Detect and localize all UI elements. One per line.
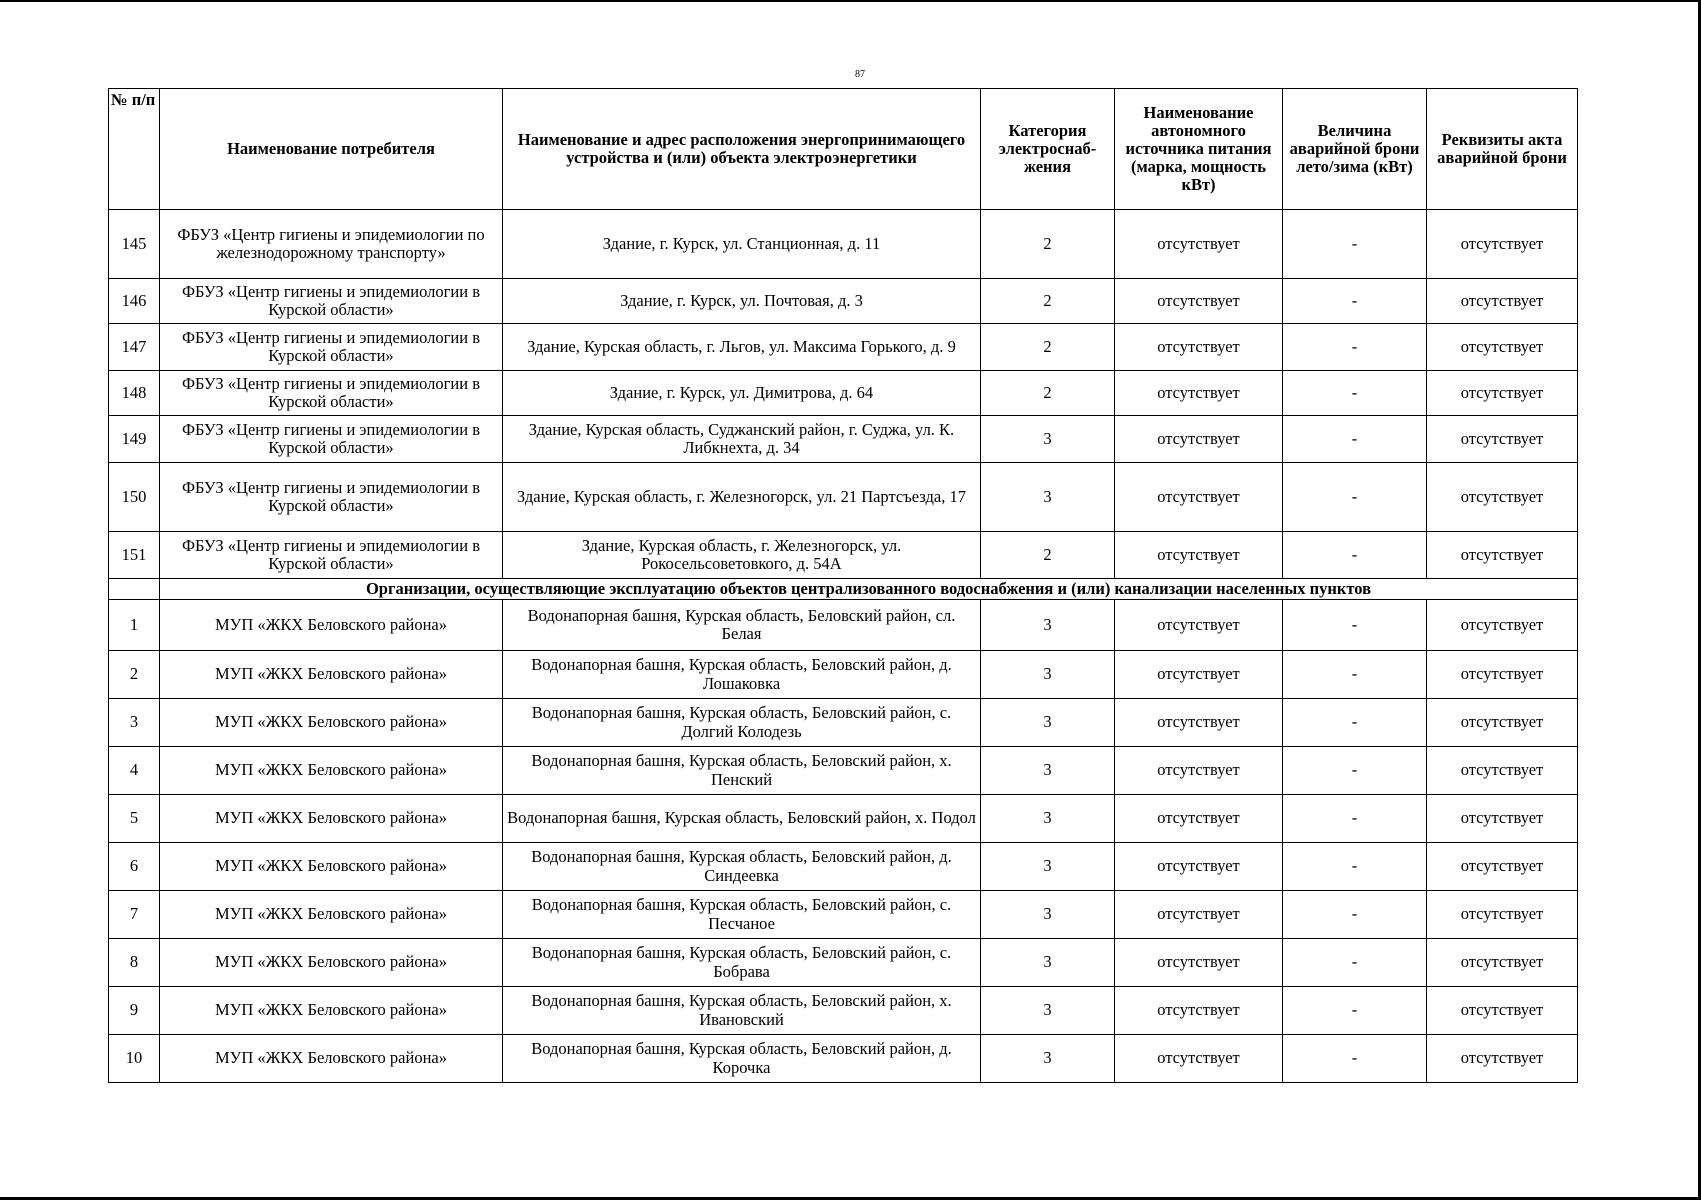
cell-address: Водонапорная башня, Курская область, Беловский район, с. Долгий Колодезь [503,699,981,747]
table-row [109,279,1578,324]
cell-reserve: - [1283,699,1427,747]
cell-address: Водонапорная башня, Курская область, Беловский район, с. Бобрава [503,939,981,987]
cell-num: 1 [109,600,160,651]
cell-consumer: МУП «ЖКХ Беловского района» [160,1035,503,1083]
cell-act: отсутствует [1427,532,1578,579]
cell-address: Водонапорная башня, Курская область, Беловский район, д. Лошаковка [503,651,981,699]
cell-reserve: - [1283,747,1427,795]
cell-autonomous: отсутствует [1115,371,1283,416]
cell-act: отсутствует [1427,699,1578,747]
cell-num: 4 [109,747,160,795]
cell-category: 3 [981,987,1115,1035]
cell-act: отсутствует [1427,939,1578,987]
cell-autonomous: отсутствует [1115,416,1283,463]
table-row [109,843,1578,891]
cell-category: 2 [981,279,1115,324]
table-row [109,1035,1578,1083]
cell-consumer: МУП «ЖКХ Беловского района» [160,939,503,987]
cell-address: Водонапорная башня, Курская область, Беловский район, х. Ивановский [503,987,981,1035]
cell-autonomous: отсутствует [1115,532,1283,579]
cell-num: 150 [109,463,160,532]
table-row [109,532,1578,579]
cell-num: 10 [109,1035,160,1083]
cell-consumer: МУП «ЖКХ Беловского района» [160,651,503,699]
cell-autonomous: отсутствует [1115,210,1283,279]
cell-autonomous: отсутствует [1115,843,1283,891]
cell-reserve: - [1283,843,1427,891]
cell-address: Водонапорная башня, Курская область, Беловский район, с. Песчаное [503,891,981,939]
cell-act: отсутствует [1427,371,1578,416]
table-row [109,651,1578,699]
header-autonomous-source: Наименование автономного источника питания (марка, мощность кВт) [1115,89,1283,210]
page-number: 87 [855,69,865,80]
cell-category: 2 [981,210,1115,279]
cell-address: Здание, г. Курск, ул. Станционная, д. 11 [503,210,981,279]
cell-num: 151 [109,532,160,579]
cell-num: 147 [109,324,160,371]
cell-consumer: МУП «ЖКХ Беловского района» [160,795,503,843]
cell-category: 3 [981,843,1115,891]
cell-category: 3 [981,699,1115,747]
cell-address: Здание, Курская область, г. Железногорск, ул. 21 Партсъезда, 17 [503,463,981,532]
section-empty-num [109,579,160,600]
cell-reserve: - [1283,463,1427,532]
cell-consumer: ФБУЗ «Центр гигиены и эпидемиологии в Курской области» [160,324,503,371]
cell-num: 5 [109,795,160,843]
cell-act: отсутствует [1427,987,1578,1035]
cell-act: отсутствует [1427,324,1578,371]
table-row [109,939,1578,987]
cell-autonomous: отсутствует [1115,747,1283,795]
cell-num: 9 [109,987,160,1035]
cell-autonomous: отсутствует [1115,939,1283,987]
cell-num: 146 [109,279,160,324]
cell-autonomous: отсутствует [1115,795,1283,843]
cell-autonomous: отсутствует [1115,987,1283,1035]
table-row [109,600,1578,651]
cell-autonomous: отсутствует [1115,651,1283,699]
cell-act: отсутствует [1427,1035,1578,1083]
cell-act: отсутствует [1427,795,1578,843]
header-category: Категория электроснаб-жения [981,89,1115,210]
cell-address: Водонапорная башня, Курская область, Беловский район, х. Подол [503,795,981,843]
cell-autonomous: отсутствует [1115,324,1283,371]
cell-act: отсутствует [1427,279,1578,324]
cell-act: отсутствует [1427,843,1578,891]
cell-reserve: - [1283,532,1427,579]
cell-autonomous: отсутствует [1115,891,1283,939]
cell-autonomous: отсутствует [1115,1035,1283,1083]
cell-consumer: МУП «ЖКХ Беловского района» [160,843,503,891]
cell-category: 3 [981,747,1115,795]
cell-act: отсутствует [1427,651,1578,699]
cell-num: 3 [109,699,160,747]
cell-num: 7 [109,891,160,939]
table-row [109,371,1578,416]
table-row [109,747,1578,795]
header-address: Наименование и адрес расположения энергопринимающего устройства и (или) объекта электроэнергетики [503,89,981,210]
cell-category: 2 [981,324,1115,371]
cell-autonomous: отсутствует [1115,279,1283,324]
registry-table [108,88,1578,1083]
cell-consumer: ФБУЗ «Центр гигиены и эпидемиологии по железнодорожному транспорту» [160,210,503,279]
table-row [109,416,1578,463]
cell-consumer: ФБУЗ «Центр гигиены и эпидемиологии в Курской области» [160,416,503,463]
cell-consumer: МУП «ЖКХ Беловского района» [160,891,503,939]
cell-num: 148 [109,371,160,416]
cell-consumer: ФБУЗ «Центр гигиены и эпидемиологии в Курской области» [160,532,503,579]
cell-category: 3 [981,463,1115,532]
cell-consumer: МУП «ЖКХ Беловского района» [160,747,503,795]
cell-num: 149 [109,416,160,463]
cell-reserve: - [1283,371,1427,416]
cell-act: отсутствует [1427,210,1578,279]
cell-num: 145 [109,210,160,279]
cell-num: 8 [109,939,160,987]
cell-reserve: - [1283,987,1427,1035]
table-row [109,699,1578,747]
cell-reserve: - [1283,891,1427,939]
cell-category: 2 [981,532,1115,579]
cell-num: 6 [109,843,160,891]
cell-num: 2 [109,651,160,699]
cell-reserve: - [1283,279,1427,324]
cell-reserve: - [1283,939,1427,987]
cell-category: 3 [981,891,1115,939]
cell-reserve: - [1283,651,1427,699]
cell-reserve: - [1283,324,1427,371]
cell-autonomous: отсутствует [1115,699,1283,747]
cell-reserve: - [1283,210,1427,279]
table-row [109,987,1578,1035]
header-act: Реквизиты акта аварийной брони [1427,89,1578,210]
cell-address: Здание, Курская область, Суджанский район, г. Суджа, ул. К. Либкнехта, д. 34 [503,416,981,463]
table-row [109,795,1578,843]
cell-act: отсутствует [1427,463,1578,532]
cell-act: отсутствует [1427,747,1578,795]
cell-consumer: МУП «ЖКХ Беловского района» [160,987,503,1035]
cell-address: Водонапорная башня, Курская область, Беловский район, сл. Белая [503,600,981,651]
cell-reserve: - [1283,795,1427,843]
cell-category: 3 [981,939,1115,987]
cell-autonomous: отсутствует [1115,600,1283,651]
cell-category: 3 [981,651,1115,699]
cell-consumer: МУП «ЖКХ Беловского района» [160,699,503,747]
header-num: № п/п [109,89,160,210]
cell-address: Водонапорная башня, Курская область, Беловский район, д. Корочка [503,1035,981,1083]
cell-category: 2 [981,371,1115,416]
cell-consumer: МУП «ЖКХ Беловского района» [160,600,503,651]
cell-consumer: ФБУЗ «Центр гигиены и эпидемиологии в Курской области» [160,463,503,532]
header-row [109,89,1578,210]
table-row [109,891,1578,939]
table-row [109,324,1578,371]
table-row [109,210,1578,279]
section-title: Организации, осуществляющие эксплуатацию объектов централизованного водоснабжения и (или) канализации населенных пунктов [160,579,1578,600]
cell-reserve: - [1283,1035,1427,1083]
section-row [109,579,1578,600]
cell-consumer: ФБУЗ «Центр гигиены и эпидемиологии в Курской области» [160,279,503,324]
cell-act: отсутствует [1427,600,1578,651]
cell-category: 3 [981,600,1115,651]
cell-address: Здание, г. Курск, ул. Димитрова, д. 64 [503,371,981,416]
cell-act: отсутствует [1427,416,1578,463]
cell-address: Водонапорная башня, Курская область, Беловский район, д. Синдеевка [503,843,981,891]
header-consumer: Наименование потребителя [160,89,503,210]
cell-category: 3 [981,416,1115,463]
cell-category: 3 [981,795,1115,843]
cell-address: Здание, г. Курск, ул. Почтовая, д. 3 [503,279,981,324]
cell-address: Здание, Курская область, г. Железногорск, ул. Рокосельсоветовкого, д. 54А [503,532,981,579]
cell-consumer: ФБУЗ «Центр гигиены и эпидемиологии в Курской области» [160,371,503,416]
table-row [109,463,1578,532]
cell-reserve: - [1283,416,1427,463]
scan-edge-top [0,0,1701,2]
header-reserve: Величина аварийной брони лето/зима (кВт) [1283,89,1427,210]
cell-reserve: - [1283,600,1427,651]
cell-act: отсутствует [1427,891,1578,939]
cell-category: 3 [981,1035,1115,1083]
cell-address: Здание, Курская область, г. Льгов, ул. Максима Горького, д. 9 [503,324,981,371]
cell-address: Водонапорная башня, Курская область, Беловский район, х. Пенский [503,747,981,795]
cell-autonomous: отсутствует [1115,463,1283,532]
